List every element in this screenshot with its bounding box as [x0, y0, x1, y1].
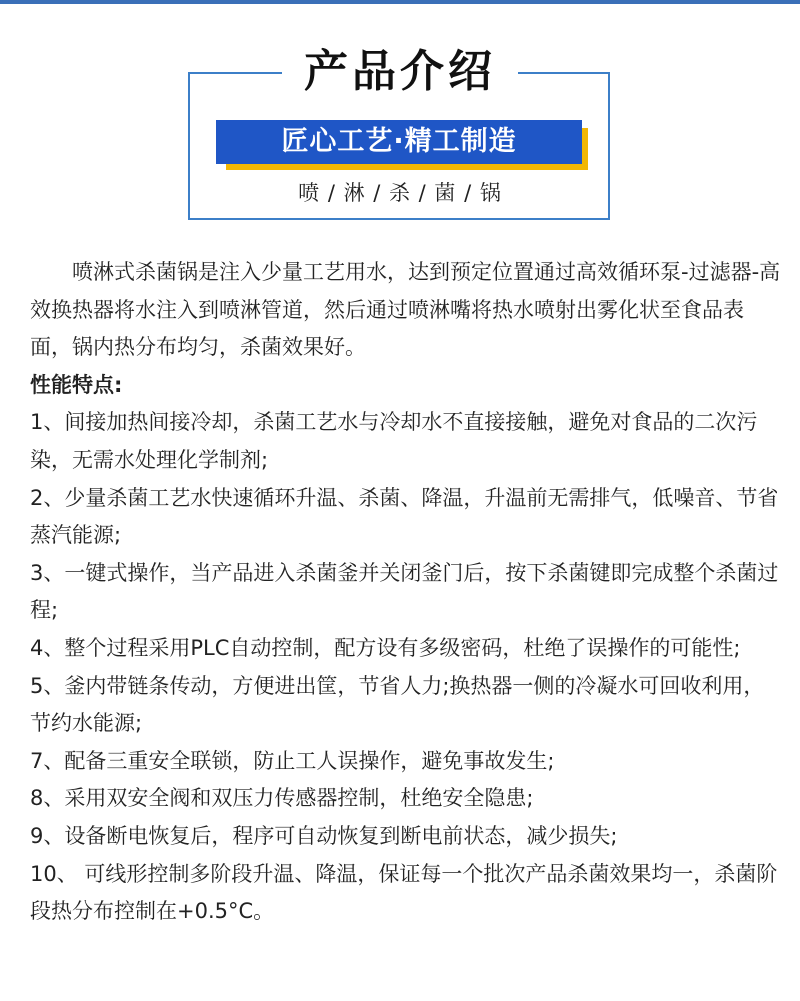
intro-paragraph: 喷淋式杀菌锅是注入少量工艺用水，达到预定位置通过高效循环泵-过滤器-高效换热器将水注入到喷淋管道，然后通过喷淋嘴将热水喷射出雾化状至食品表面，锅内热分布均匀，杀菌效果好。 — [30, 260, 781, 360]
feature-item: 2、少量杀菌工艺水快速循环升温、杀菌、降温，升温前无需排气，低噪音、节省蒸汽能源; — [30, 485, 779, 548]
top-accent-bar — [0, 0, 800, 4]
page-title: 产品介绍 — [282, 46, 518, 97]
feature-item: 9、设备断电恢复后，程序可自动恢复到断电前状态，减少损失; — [30, 823, 618, 848]
feature-item: 1、间接加热间接冷却，杀菌工艺水与冷却水不直接接触，避免对食品的二次污染，无需水处理化学制剂; — [30, 410, 758, 472]
features-heading: 性能特点: — [30, 372, 123, 397]
product-subtitle: 喷 / 淋 / 杀 / 菌 / 锅 — [298, 181, 502, 205]
page-title-wrap — [0, 44, 800, 100]
feature-item: 5、釜内带链条传动，方便进出筐，节省人力;换热器一侧的冷凝水可回收利用，节约水能源; — [30, 673, 765, 736]
feature-item: 10、 可线形控制多阶段升温、降温，保证每一个批次产品杀菌效果均一，杀菌阶段热分布控制在+0.5°C。 — [30, 861, 778, 924]
slogan-banner: 匠心工艺·精工制造 — [216, 120, 582, 164]
feature-item: 4、整个过程采用PLC自动控制，配方设有多级密码，杜绝了误操作的可能性; — [30, 635, 741, 660]
feature-item: 3、一键式操作，当产品进入杀菌釜并关闭釜门后，按下杀菌键即完成整个杀菌过程; — [30, 560, 779, 623]
feature-item: 7、配备三重安全联锁，防止工人误操作，避免事故发生; — [30, 748, 555, 773]
description-body — [30, 254, 782, 931]
feature-item: 8、采用双安全阀和双压力传感器控制，杜绝安全隐患; — [30, 786, 534, 811]
